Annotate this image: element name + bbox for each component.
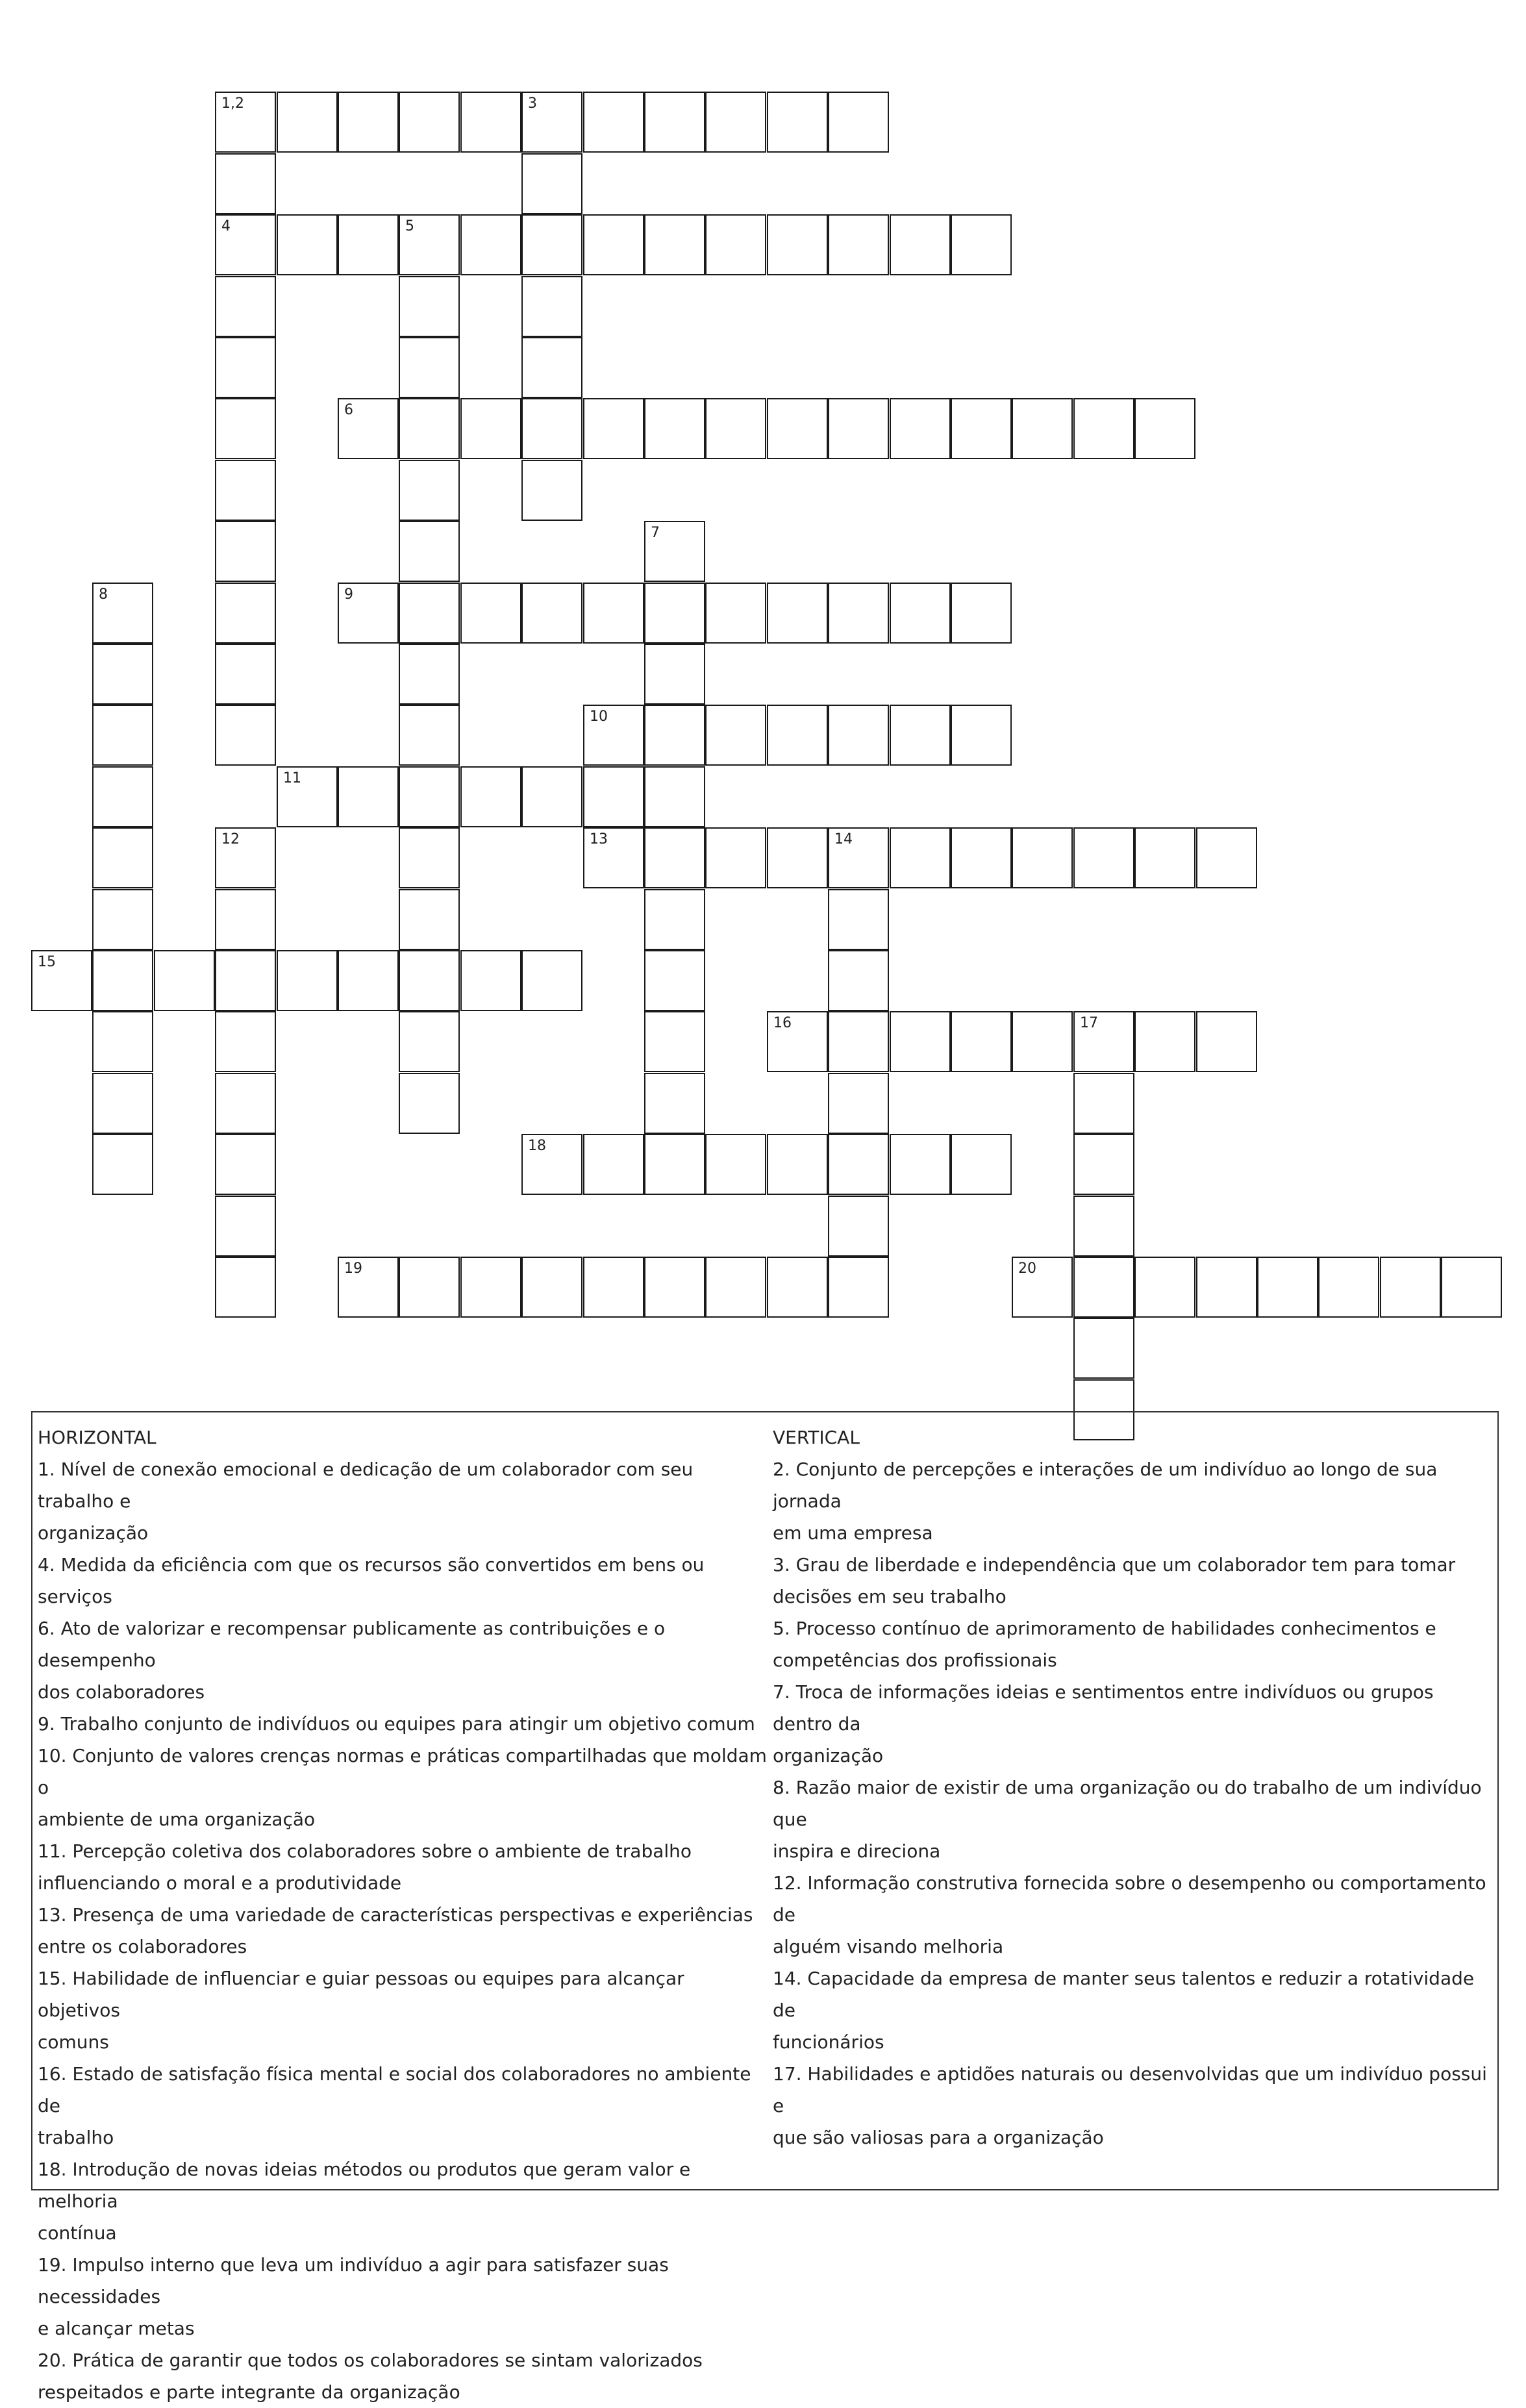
grid-cell[interactable]: [460, 766, 521, 827]
grid-cell[interactable]: [583, 214, 644, 275]
grid-cell[interactable]: [215, 583, 276, 644]
grid-cell[interactable]: [399, 214, 460, 275]
grid-cell[interactable]: [767, 1257, 828, 1318]
grid-cell[interactable]: [277, 950, 338, 1011]
grid-cell[interactable]: [644, 398, 705, 459]
grid-cell[interactable]: [399, 276, 460, 337]
grid-cell[interactable]: [1441, 1257, 1502, 1318]
grid-cell[interactable]: [705, 214, 766, 275]
grid-cell[interactable]: [1318, 1257, 1379, 1318]
clue-line: dos colaboradores: [38, 1681, 205, 1703]
grid-cell[interactable]: [951, 398, 1012, 459]
grid-cell[interactable]: [460, 214, 521, 275]
grid-cell[interactable]: [215, 705, 276, 766]
grid-cell[interactable]: [399, 460, 460, 521]
grid-cell[interactable]: [644, 583, 705, 644]
clue-line: 16. Estado de satisfação física mental e social dos colaboradores no ambiente de: [38, 2063, 751, 2116]
grid-cell[interactable]: [951, 827, 1012, 888]
grid-cell[interactable]: [1196, 1257, 1257, 1318]
grid-cell[interactable]: [705, 1134, 766, 1195]
grid-cell[interactable]: [644, 214, 705, 275]
clue-number: 10: [590, 709, 608, 725]
clue-line: contínua: [38, 2222, 117, 2244]
grid-cell[interactable]: [399, 583, 460, 644]
grid-cell[interactable]: [583, 827, 644, 888]
clues-box: [31, 1411, 1499, 2403]
grid-cell[interactable]: [399, 705, 460, 766]
clue-line: respeitados e parte integrante da organização: [38, 2381, 460, 2403]
grid-cell[interactable]: [399, 1011, 460, 1072]
grid-cell[interactable]: [399, 766, 460, 827]
grid-cell[interactable]: [521, 1134, 582, 1195]
clue-number: 11: [283, 770, 301, 786]
grid-cell[interactable]: [215, 1134, 276, 1195]
clue-number: 19: [344, 1260, 362, 1277]
grid-cell[interactable]: [338, 92, 399, 153]
grid-cell[interactable]: [31, 950, 92, 1011]
grid-cell[interactable]: [705, 705, 766, 766]
grid-cell[interactable]: [828, 92, 889, 153]
grid-cell[interactable]: [644, 827, 705, 888]
grid-cell[interactable]: [644, 521, 705, 582]
grid-cell[interactable]: [767, 398, 828, 459]
grid-cell[interactable]: [399, 950, 460, 1011]
grid-cell[interactable]: [215, 1073, 276, 1134]
grid-cell[interactable]: [583, 583, 644, 644]
grid-cell[interactable]: [277, 766, 338, 827]
across-clues: [38, 1422, 771, 2408]
grid-cell[interactable]: [521, 337, 582, 398]
down-title: VERTICAL: [773, 1427, 860, 1448]
clue-line: decisões em seu trabalho: [773, 1586, 1007, 1607]
clue-number: 3: [528, 95, 537, 112]
clue-line: 12. Informação construtiva fornecida sobre o desempenho ou comportamento de: [773, 1872, 1486, 1925]
grid-cell[interactable]: [705, 1257, 766, 1318]
grid-cell[interactable]: [828, 705, 889, 766]
grid-cell[interactable]: [215, 1011, 276, 1072]
grid-cell[interactable]: [92, 1134, 153, 1195]
grid-cell[interactable]: [951, 1134, 1012, 1195]
grid-cell[interactable]: [890, 1011, 951, 1072]
grid-cell[interactable]: [1012, 827, 1073, 888]
grid-cell[interactable]: [277, 214, 338, 275]
clue-line: 9. Trabalho conjunto de indivíduos ou equipes para atingir um objetivo comum: [38, 1713, 755, 1735]
grid-cell[interactable]: [215, 337, 276, 398]
grid-cell[interactable]: [1134, 827, 1195, 888]
grid-cell[interactable]: [705, 583, 766, 644]
grid-cell[interactable]: [1134, 398, 1195, 459]
grid-cell[interactable]: [1012, 398, 1073, 459]
clue-number: 18: [528, 1138, 546, 1154]
grid-cell[interactable]: [1012, 1257, 1073, 1318]
grid-cell[interactable]: [215, 460, 276, 521]
grid-cell[interactable]: [1257, 1257, 1318, 1318]
grid-cell[interactable]: [521, 276, 582, 337]
grid-cell[interactable]: [92, 889, 153, 950]
clue-line: 4. Medida da eficiência com que os recursos são convertidos em bens ou serviços: [38, 1554, 705, 1607]
grid-cell[interactable]: [951, 214, 1012, 275]
grid-cell[interactable]: [1196, 1011, 1257, 1072]
clue-line: 19. Impulso interno que leva um indivíduo a agir para satisfazer suas necessidades: [38, 2254, 669, 2307]
grid-cell[interactable]: [644, 92, 705, 153]
clue-line: funcionários: [773, 2031, 884, 2053]
clue-line: organização: [773, 1745, 884, 1766]
grid-cell[interactable]: [215, 92, 276, 153]
grid-cell[interactable]: [521, 766, 582, 827]
clue-line: 17. Habilidades e aptidões naturais ou desenvolvidas que um indivíduo possui e: [773, 2063, 1487, 2116]
clue-number: 15: [38, 954, 56, 970]
grid-cell[interactable]: [644, 766, 705, 827]
grid-cell[interactable]: [399, 92, 460, 153]
grid-cell[interactable]: [583, 766, 644, 827]
grid-cell[interactable]: [521, 153, 582, 214]
grid-cell[interactable]: [767, 827, 828, 888]
grid-cell[interactable]: [644, 889, 705, 950]
clue-number: 8: [99, 586, 108, 603]
clue-line: 2. Conjunto de percepções e interações de um indivíduo ao longo de sua jornada: [773, 1459, 1438, 1512]
grid-cell[interactable]: [644, 1134, 705, 1195]
grid-cell[interactable]: [828, 1196, 889, 1257]
grid-cell[interactable]: [828, 583, 889, 644]
grid-cell[interactable]: [644, 1257, 705, 1318]
grid-cell[interactable]: [644, 1073, 705, 1134]
grid-cell[interactable]: [1073, 1011, 1134, 1072]
clue-number: 9: [344, 586, 353, 603]
clue-line: 14. Capacidade da empresa de manter seus talentos e reduzir a rotatividade de: [773, 1968, 1475, 2021]
clue-line: influenciando o moral e a produtividade: [38, 1872, 402, 1894]
clue-line: 7. Troca de informações ideias e sentimentos entre indivíduos ou grupos dentro da: [773, 1681, 1434, 1735]
grid-cell[interactable]: [215, 214, 276, 275]
clue-number: 4: [221, 218, 231, 234]
grid-cell[interactable]: [521, 950, 582, 1011]
grid-cell[interactable]: [705, 92, 766, 153]
grid-cell[interactable]: [951, 1011, 1012, 1072]
grid-cell[interactable]: [828, 889, 889, 950]
clue-line: inspira e direciona: [773, 1840, 941, 1862]
grid-cell[interactable]: [399, 398, 460, 459]
grid-cell[interactable]: [215, 950, 276, 1011]
clue-line: 5. Processo contínuo de aprimoramento de habilidades conhecimentos e: [773, 1618, 1436, 1639]
grid-cell[interactable]: [215, 1196, 276, 1257]
grid-cell[interactable]: [399, 1073, 460, 1134]
grid-cell[interactable]: [705, 827, 766, 888]
grid-cell[interactable]: [521, 1257, 582, 1318]
grid-cell[interactable]: [460, 92, 521, 153]
grid-cell[interactable]: [92, 1011, 153, 1072]
grid-cell[interactable]: [1073, 827, 1134, 888]
grid-cell[interactable]: [215, 1257, 276, 1318]
grid-cell[interactable]: [828, 950, 889, 1011]
grid-cell[interactable]: [767, 1134, 828, 1195]
grid-cell[interactable]: [644, 705, 705, 766]
grid-cell[interactable]: [767, 92, 828, 153]
clue-number: 5: [405, 218, 414, 234]
clue-number: 1,2: [221, 95, 244, 112]
clue-line: comuns: [38, 2031, 109, 2053]
grid-cell[interactable]: [338, 214, 399, 275]
clue-line: 6. Ato de valorizar e recompensar publicamente as contribuições e o desempenho: [38, 1618, 666, 1671]
grid-cell[interactable]: [521, 460, 582, 521]
grid-cell[interactable]: [828, 1257, 889, 1318]
grid-cell[interactable]: [1134, 1011, 1195, 1072]
clue-number: 12: [221, 831, 240, 847]
grid-cell[interactable]: [277, 92, 338, 153]
grid-cell[interactable]: [92, 1073, 153, 1134]
clue-number: 20: [1018, 1260, 1036, 1277]
grid-cell[interactable]: [890, 1134, 951, 1195]
clue-line: 13. Presença de uma variedade de características perspectivas e experiências: [38, 1904, 753, 1925]
grid-cell[interactable]: [338, 398, 399, 459]
clue-line: 3. Grau de liberdade e independência que um colaborador tem para tomar: [773, 1554, 1456, 1575]
grid-cell[interactable]: [338, 950, 399, 1011]
grid-cell[interactable]: [338, 583, 399, 644]
grid-cell[interactable]: [583, 398, 644, 459]
grid-cell[interactable]: [644, 1011, 705, 1072]
clue-number: 13: [590, 831, 608, 847]
grid-cell[interactable]: [521, 214, 582, 275]
grid-cell[interactable]: [460, 398, 521, 459]
grid-cell[interactable]: [154, 950, 215, 1011]
clue-number: 17: [1080, 1015, 1098, 1031]
grid-cell[interactable]: [92, 827, 153, 888]
grid-cell[interactable]: [521, 92, 582, 153]
grid-cell[interactable]: [890, 398, 951, 459]
clue-line: competências dos profissionais: [773, 1649, 1057, 1671]
clue-line: 15. Habilidade de influenciar e guiar pessoas ou equipes para alcançar objetivos: [38, 1968, 684, 2021]
grid-cell[interactable]: [399, 644, 460, 705]
grid-cell[interactable]: [951, 705, 1012, 766]
grid-cell[interactable]: [767, 705, 828, 766]
grid-cell[interactable]: [1012, 1011, 1073, 1072]
grid-cell[interactable]: [1073, 1318, 1134, 1379]
grid-cell[interactable]: [521, 398, 582, 459]
grid-cell[interactable]: [1073, 1073, 1134, 1134]
grid-cell[interactable]: [1073, 398, 1134, 459]
grid-cell[interactable]: [890, 214, 951, 275]
clue-line: 20. Prática de garantir que todos os colaboradores se sintam valorizados: [38, 2350, 703, 2371]
grid-cell[interactable]: [92, 583, 153, 644]
clue-line: alguém visando melhoria: [773, 1936, 1004, 1957]
clue-line: 11. Percepção coletiva dos colaboradores sobre o ambiente de trabalho: [38, 1840, 692, 1862]
grid-cell[interactable]: [644, 644, 705, 705]
grid-cell[interactable]: [1196, 827, 1257, 888]
grid-cell[interactable]: [338, 1257, 399, 1318]
grid-cell[interactable]: [399, 1257, 460, 1318]
grid-cell[interactable]: [215, 889, 276, 950]
clue-line: que são valiosas para a organização: [773, 2127, 1104, 2148]
grid-cell[interactable]: [92, 705, 153, 766]
grid-cell[interactable]: [460, 1257, 521, 1318]
grid-cell[interactable]: [583, 1134, 644, 1195]
grid-cell[interactable]: [215, 644, 276, 705]
down-clue-list: [773, 1453, 1494, 2153]
grid-cell[interactable]: [399, 337, 460, 398]
clue-line: 1. Nível de conexão emocional e dedicação de um colaborador com seu trabalho e: [38, 1459, 694, 1512]
grid-cell[interactable]: [828, 398, 889, 459]
clue-number: 6: [344, 402, 353, 418]
grid-cell[interactable]: [92, 950, 153, 1011]
grid-cell[interactable]: [644, 950, 705, 1011]
clue-line: 18. Introdução de novas ideias métodos ou produtos que geram valor e melhoria: [38, 2159, 691, 2212]
clue-number: 14: [834, 831, 853, 847]
clue-line: trabalho: [38, 2127, 114, 2148]
grid-cell[interactable]: [828, 1073, 889, 1134]
clue-line: 10. Conjunto de valores crenças normas e práticas compartilhadas que moldam o: [38, 1745, 767, 1798]
clue-line: organização: [38, 1522, 149, 1544]
grid-cell[interactable]: [828, 827, 889, 888]
grid-cell[interactable]: [215, 276, 276, 337]
clue-line: entre os colaboradores: [38, 1936, 247, 1957]
grid-cell[interactable]: [399, 521, 460, 582]
grid-cell[interactable]: [828, 214, 889, 275]
clue-line: 8. Razão maior de existir de uma organização ou do trabalho de um indivíduo que: [773, 1777, 1482, 1830]
grid-cell[interactable]: [1380, 1257, 1441, 1318]
grid-cell[interactable]: [215, 153, 276, 214]
grid-cell[interactable]: [890, 827, 951, 888]
clue-number: 16: [773, 1015, 792, 1031]
clue-line: ambiente de uma organização: [38, 1809, 316, 1830]
grid-cell[interactable]: [521, 583, 582, 644]
grid-cell[interactable]: [92, 644, 153, 705]
down-clues: [773, 1422, 1494, 2153]
grid-cell[interactable]: [890, 583, 951, 644]
grid-cell[interactable]: [1073, 1257, 1134, 1318]
grid-cell[interactable]: [460, 583, 521, 644]
grid-cell[interactable]: [828, 1011, 889, 1072]
grid-cell[interactable]: [92, 766, 153, 827]
grid-cell[interactable]: [705, 398, 766, 459]
grid-cell[interactable]: [828, 1134, 889, 1195]
grid-cell[interactable]: [767, 1011, 828, 1072]
grid-cell[interactable]: [767, 214, 828, 275]
grid-cell[interactable]: [215, 398, 276, 459]
across-title: HORIZONTAL: [38, 1427, 156, 1448]
grid-cell[interactable]: [767, 583, 828, 644]
grid-cell[interactable]: [1073, 1196, 1134, 1257]
clue-number: 7: [651, 525, 660, 541]
grid-cell[interactable]: [583, 1257, 644, 1318]
grid-cell[interactable]: [460, 950, 521, 1011]
grid-cell[interactable]: [890, 705, 951, 766]
grid-cell[interactable]: [215, 827, 276, 888]
clue-line: em uma empresa: [773, 1522, 933, 1544]
clue-line: e alcançar metas: [38, 2318, 195, 2339]
grid-cell[interactable]: [215, 521, 276, 582]
grid-cell[interactable]: [951, 583, 1012, 644]
grid-cell[interactable]: [1134, 1257, 1195, 1318]
grid-cell[interactable]: [583, 705, 644, 766]
grid-cell[interactable]: [399, 827, 460, 888]
grid-cell[interactable]: [399, 889, 460, 950]
across-clue-list: [38, 1453, 771, 2408]
grid-cell[interactable]: [1073, 1134, 1134, 1195]
grid-cell[interactable]: [338, 766, 399, 827]
grid-cell[interactable]: [583, 92, 644, 153]
